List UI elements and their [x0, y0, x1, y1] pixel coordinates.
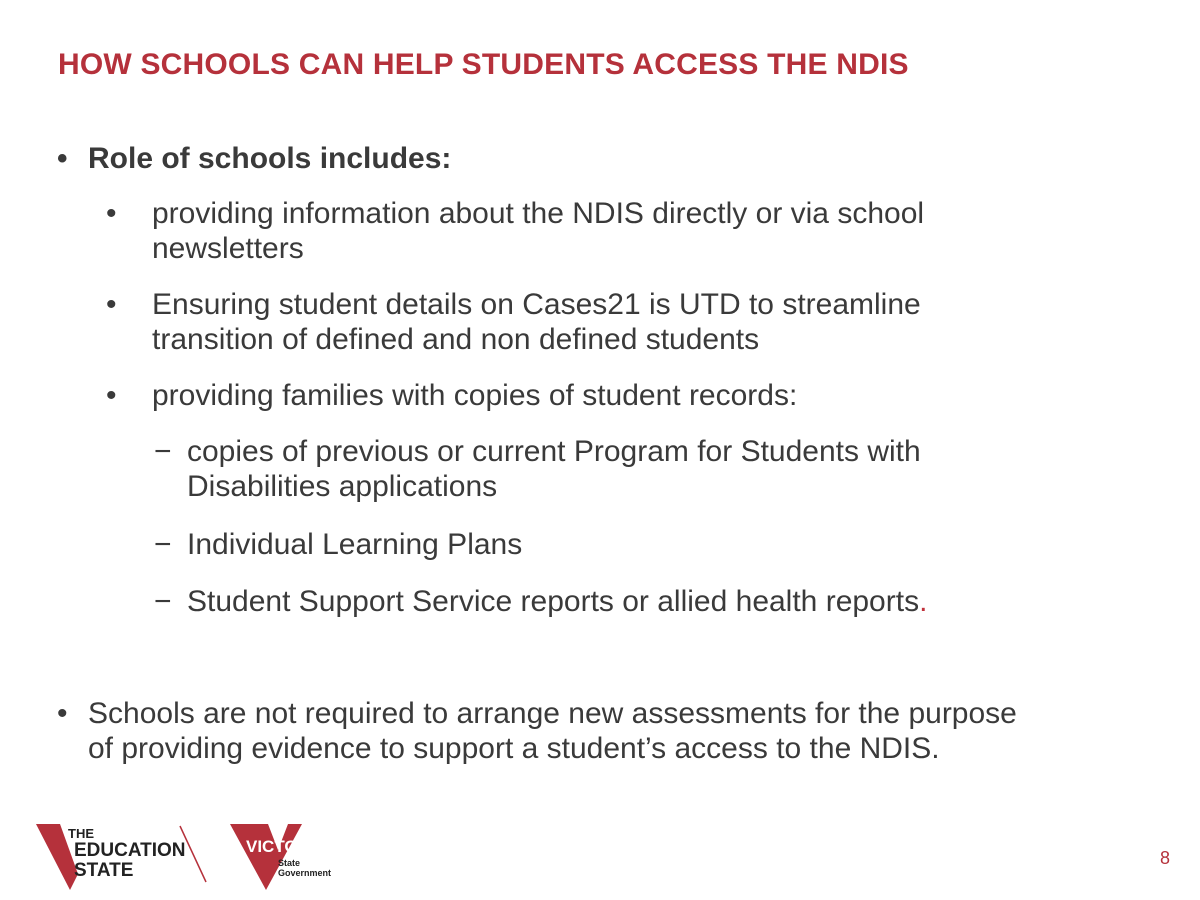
- education-state-line2: EDUCATION: [74, 840, 186, 861]
- victoria-name: VICTORIA: [246, 837, 327, 856]
- subbullet-line: Disabilities applications: [187, 470, 498, 503]
- page-number: 8: [1159, 848, 1170, 868]
- bullet-line: Schools are not required to arrange new assessments for the purpose: [88, 697, 1017, 730]
- victoria-v-shape: [230, 824, 302, 890]
- bullet-line: transition of defined and non defined students: [152, 323, 760, 356]
- dash-marker: −: [154, 585, 172, 618]
- footer: [0, 810, 1200, 900]
- bullet-role-of-schools: [57, 141, 452, 176]
- victoria-sub2: Government: [278, 868, 332, 878]
- education-state-line3: STATE: [74, 860, 134, 881]
- victoria-sub1: State: [278, 858, 301, 868]
- bullet-schools-not-required: [57, 696, 1017, 766]
- subbullet-individual-learning-plans: [154, 527, 523, 562]
- bullet-line: Ensuring student details on Cases21 is UTD to streamline: [152, 288, 921, 321]
- subbullet-student-support-service: [154, 584, 928, 619]
- bullet-text: Role of schools includes:: [88, 142, 452, 175]
- bullet-text: providing families with copies of student records:: [152, 379, 798, 412]
- subbullet-period: .: [919, 585, 928, 618]
- subbullet-pswd-applications: [154, 434, 921, 504]
- bullet-marker: •: [106, 197, 117, 230]
- bullet-line: of providing evidence to support a student’s access to the NDIS.: [88, 732, 940, 765]
- bullet-providing-families: [106, 378, 798, 413]
- subbullet-line: copies of previous or current Program for Students with: [187, 435, 921, 468]
- bullet-providing-information: [106, 196, 925, 266]
- subbullet-text: Individual Learning Plans: [187, 528, 523, 561]
- bullet-line: newsletters: [152, 232, 304, 265]
- bullet-marker: •: [57, 142, 68, 175]
- dash-marker: −: [154, 528, 172, 561]
- bullet-ensuring-student-details: [106, 287, 921, 357]
- subbullet-text: Student Support Service reports or allied health reports: [187, 585, 920, 618]
- bullet-marker: •: [106, 379, 117, 412]
- slide-title: HOW SCHOOLS CAN HELP STUDENTS ACCESS THE NDIS: [58, 48, 909, 81]
- education-state-line1: THE: [68, 826, 94, 841]
- education-state-logo: [36, 824, 206, 890]
- bullet-marker: •: [57, 697, 68, 730]
- logos: [34, 820, 394, 900]
- bullet-line: providing information about the NDIS directly or via school: [152, 197, 925, 230]
- dash-marker: −: [154, 435, 172, 468]
- bullet-marker: •: [106, 288, 117, 321]
- victoria-logo: [230, 824, 331, 890]
